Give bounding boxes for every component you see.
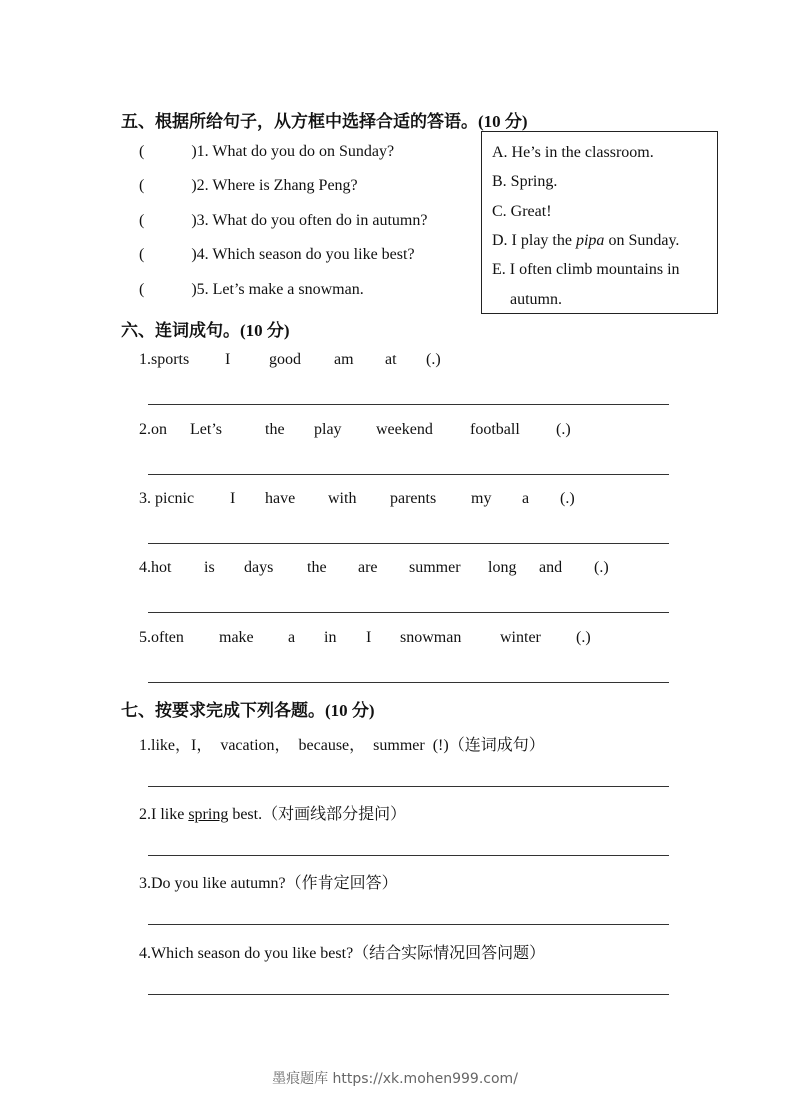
option-d: D. I play the pipa on Sunday. (492, 232, 680, 249)
word: make (219, 629, 254, 646)
word: 5.often (139, 629, 184, 646)
word: I (225, 351, 231, 368)
answer-options-box (481, 131, 718, 314)
s7-item-4: 4.Which season do you like best?（结合实际情况回答问题） (139, 943, 546, 962)
answer-line[interactable] (148, 474, 669, 475)
section7-points: (10 分) (325, 701, 375, 720)
word: 2.on (139, 421, 167, 438)
word: a (288, 629, 296, 646)
s7-item-3: 3.Do you like autumn?（作肯定回答） (139, 873, 398, 892)
word: snowman (400, 629, 462, 646)
answer-line[interactable] (148, 543, 669, 544)
s5-question-5: ( )5. Let’s make a snowman. (139, 281, 364, 298)
word: and (539, 559, 563, 576)
word: summer (409, 559, 461, 576)
word: at (385, 351, 397, 368)
s7-item-1: 1.like，I， vacation， because， summer (!)（连词成句） (139, 735, 545, 754)
option-b: B. Spring. (492, 173, 558, 190)
word: the (307, 559, 327, 576)
word: (.) (576, 629, 591, 646)
word: am (334, 351, 354, 368)
s7-item-2: 2.I like spring best.（对画线部分提问） (139, 804, 407, 823)
answer-blank-open[interactable]: ( (139, 246, 145, 263)
word: play (314, 421, 342, 438)
section5-title: 五、根据所给句子，从方框中选择合适的答语。 (121, 112, 478, 132)
section6-points: (10 分) (240, 321, 290, 340)
option-c: C. Great! (492, 203, 552, 220)
underlined-word: spring (188, 806, 229, 823)
word: good (269, 351, 301, 368)
word: 3. picnic (139, 490, 195, 507)
section6-heading (121, 316, 290, 341)
word: 1.sports (139, 351, 190, 368)
word: is (204, 559, 215, 576)
answer-blank-open[interactable]: ( (139, 212, 145, 229)
word: winter (500, 629, 541, 646)
answer-line[interactable] (148, 786, 669, 787)
word: have (265, 490, 296, 507)
s5-question-3: ( )3. What do you often do in autumn? (139, 212, 428, 229)
section5-points: (10 分) (478, 112, 528, 131)
word: the (265, 421, 285, 438)
word: my (471, 490, 492, 507)
word: 4.hot (139, 559, 172, 576)
word: with (328, 490, 357, 507)
word: are (358, 559, 378, 576)
s5-question-1: ( )1. What do you do on Sunday? (139, 143, 395, 160)
answer-line[interactable] (148, 612, 669, 613)
word: parents (390, 490, 437, 507)
word: (.) (560, 490, 575, 507)
option-e: E. I often climb mountains in (492, 261, 680, 278)
answer-line[interactable] (148, 994, 669, 995)
answer-line[interactable] (148, 682, 669, 683)
word: Let’s (190, 421, 222, 438)
word: (.) (556, 421, 571, 438)
section7-heading (121, 696, 375, 721)
footer-watermark: 墨痕题库 https://xk.mohen999.com/ (272, 1071, 518, 1087)
answer-line[interactable] (148, 855, 669, 856)
answer-blank-open[interactable]: ( (139, 281, 145, 298)
answer-blank-open[interactable]: ( (139, 143, 145, 160)
answer-line[interactable] (148, 924, 669, 925)
option-a: A. He’s in the classroom. (492, 144, 654, 161)
s5-question-4: ( )4. Which season do you like best? (139, 246, 415, 263)
word: (.) (426, 351, 441, 368)
option-e-continued: autumn. (510, 291, 562, 308)
answer-blank-open[interactable]: ( (139, 177, 145, 194)
section6-title: 六、连词成句。 (121, 321, 240, 341)
s5-question-2: ( )2. Where is Zhang Peng? (139, 177, 358, 194)
word: weekend (376, 421, 433, 438)
word: in (324, 629, 337, 646)
word: (.) (594, 559, 609, 576)
word: football (470, 421, 520, 438)
section5-heading (121, 107, 528, 132)
word: a (522, 490, 530, 507)
section7-title: 七、按要求完成下列各题。 (121, 701, 325, 721)
answer-line[interactable] (148, 404, 669, 405)
word: I (366, 629, 372, 646)
word: long (488, 559, 517, 576)
word: I (230, 490, 236, 507)
word: days (244, 559, 274, 576)
